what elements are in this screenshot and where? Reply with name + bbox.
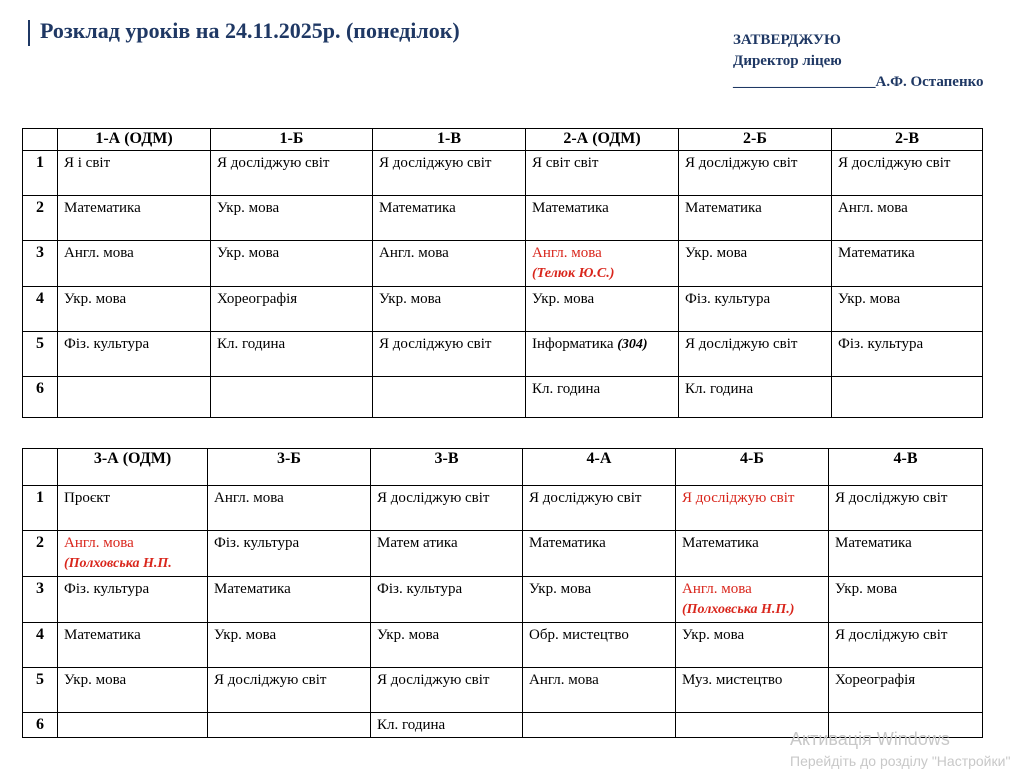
subject-name: Я досліджую світ bbox=[217, 155, 330, 171]
watermark-line2: Перейдіть до розділу "Настройки" bbox=[790, 753, 1011, 769]
subject-name: Математика bbox=[682, 535, 759, 551]
subject-name: Я досліджую світ bbox=[379, 336, 492, 352]
lesson-cell bbox=[58, 377, 211, 418]
lesson-cell bbox=[679, 151, 832, 196]
room-number: (304) bbox=[617, 337, 648, 352]
subject-name: Фіз. культура bbox=[377, 581, 463, 597]
lesson-cell bbox=[373, 287, 526, 332]
lesson-cell bbox=[526, 287, 679, 332]
lesson-cell bbox=[676, 668, 829, 713]
lesson-cell bbox=[523, 531, 676, 577]
subject-name: Хореографія bbox=[835, 672, 916, 688]
lesson-cell bbox=[208, 713, 371, 738]
windows-activation-watermark bbox=[790, 728, 1010, 772]
lesson-cell bbox=[523, 668, 676, 713]
subject-name: Обр. мистецтво bbox=[529, 627, 629, 643]
lesson-cell bbox=[58, 241, 211, 287]
lesson-cell bbox=[523, 577, 676, 623]
approve-label: ЗАТВЕРДЖУЮ bbox=[733, 32, 841, 48]
lesson-cell bbox=[526, 151, 679, 196]
subject-name: Я досліджую світ bbox=[379, 155, 492, 171]
lesson-cell bbox=[58, 531, 208, 577]
lesson-cell bbox=[208, 486, 371, 531]
lesson-cell bbox=[676, 623, 829, 668]
lesson-cell bbox=[523, 713, 676, 738]
lesson-cell bbox=[676, 577, 829, 623]
subject-name: Математика bbox=[529, 535, 606, 551]
lesson-cell bbox=[526, 196, 679, 241]
subject-name: Укр. мова bbox=[64, 672, 127, 688]
approve-role: Директор ліцею bbox=[733, 53, 842, 69]
lesson-cell bbox=[58, 623, 208, 668]
lesson-row bbox=[23, 332, 983, 377]
subject-name: Я досліджую світ bbox=[685, 336, 798, 352]
subject-name: Я досліджую світ bbox=[835, 490, 948, 506]
lesson-cell bbox=[371, 668, 523, 713]
subject-name: Математика bbox=[835, 535, 912, 551]
lesson-cell bbox=[208, 531, 371, 577]
subject-name: Математика bbox=[379, 200, 456, 216]
subject-name: Проєкт bbox=[64, 490, 110, 506]
subject-name: Фіз. культура bbox=[685, 291, 771, 307]
subject-name: Я світ світ bbox=[532, 155, 599, 171]
lesson-cell bbox=[832, 196, 983, 241]
lesson-cell bbox=[832, 151, 983, 196]
lesson-cell bbox=[679, 377, 832, 418]
subject-name: Англ. мова bbox=[64, 535, 134, 551]
subject-name: Укр. мова bbox=[532, 291, 595, 307]
lesson-cell bbox=[829, 577, 983, 623]
corner-cell bbox=[23, 449, 58, 486]
lesson-cell bbox=[58, 668, 208, 713]
subject-name: Математика bbox=[64, 200, 141, 216]
subject-name: Фіз. культура bbox=[838, 336, 924, 352]
class-column-header: 1-В bbox=[373, 129, 526, 151]
lesson-cell bbox=[829, 486, 983, 531]
lesson-number: 1 bbox=[23, 151, 58, 196]
lesson-number: 4 bbox=[23, 623, 58, 668]
subject-name: Математика bbox=[685, 200, 762, 216]
subject-name: Я досліджую світ bbox=[377, 490, 490, 506]
lesson-row bbox=[23, 241, 983, 287]
lesson-cell bbox=[208, 577, 371, 623]
subject-name: Хореографія bbox=[217, 291, 298, 307]
subject-name: Фіз. культура bbox=[64, 336, 150, 352]
lesson-cell bbox=[526, 377, 679, 418]
subject-name: Фіз. культура bbox=[64, 581, 150, 597]
lesson-number: 4 bbox=[23, 287, 58, 332]
lesson-cell bbox=[679, 196, 832, 241]
watermark-line1: Активація Windows bbox=[790, 729, 950, 749]
subject-name: Англ. мова bbox=[529, 672, 599, 688]
class-column-header: 4-В bbox=[829, 449, 983, 486]
subject-name: Я досліджую світ bbox=[214, 672, 327, 688]
lesson-cell bbox=[58, 486, 208, 531]
lesson-cell bbox=[679, 287, 832, 332]
teacher-name: (Полховська Н.П.) bbox=[682, 602, 795, 617]
lesson-cell bbox=[679, 241, 832, 287]
lesson-cell bbox=[371, 713, 523, 738]
subject-name: Я досліджую світ bbox=[377, 672, 490, 688]
teacher-name: (Телюк Ю.С.) bbox=[532, 266, 615, 281]
subject-name: Математика bbox=[214, 581, 291, 597]
lesson-cell bbox=[208, 668, 371, 713]
lesson-row bbox=[23, 577, 983, 623]
approval-block bbox=[733, 30, 984, 93]
lesson-cell bbox=[58, 196, 211, 241]
class-column-header: 1-Б bbox=[211, 129, 373, 151]
lesson-cell bbox=[211, 151, 373, 196]
subject-name: Муз. мистецтво bbox=[682, 672, 783, 688]
subject-name: Укр. мова bbox=[377, 627, 440, 643]
lesson-cell bbox=[58, 332, 211, 377]
lesson-cell bbox=[373, 196, 526, 241]
lesson-row bbox=[23, 151, 983, 196]
schedule-table-grades-1-2 bbox=[22, 128, 983, 418]
lesson-cell bbox=[373, 332, 526, 377]
subject-name: Англ. мова bbox=[532, 245, 602, 261]
subject-name: Я досліджую світ bbox=[838, 155, 951, 171]
subject-name: Англ. мова bbox=[838, 200, 908, 216]
lesson-cell bbox=[526, 241, 679, 287]
subject-name: Математика bbox=[532, 200, 609, 216]
subject-name: Я досліджую світ bbox=[529, 490, 642, 506]
subject-name: Укр. мова bbox=[64, 291, 127, 307]
lesson-number: 3 bbox=[23, 577, 58, 623]
lesson-cell bbox=[832, 241, 983, 287]
teacher-name: (Полховська Н.П. bbox=[64, 556, 172, 571]
lesson-row bbox=[23, 287, 983, 332]
class-column-header: 2-В bbox=[832, 129, 983, 151]
header-row bbox=[23, 129, 983, 151]
class-column-header: 3-Б bbox=[208, 449, 371, 486]
subject-name: Укр. мова bbox=[217, 200, 280, 216]
subject-name: Укр. мова bbox=[835, 581, 898, 597]
lesson-cell bbox=[676, 531, 829, 577]
subject-name: Укр. мова bbox=[838, 291, 901, 307]
lesson-cell bbox=[58, 151, 211, 196]
class-column-header: 1-А (ОДМ) bbox=[58, 129, 211, 151]
class-column-header: 4-А bbox=[523, 449, 676, 486]
lesson-number: 2 bbox=[23, 531, 58, 577]
lesson-number: 5 bbox=[23, 668, 58, 713]
class-column-header: 2-А (ОДМ) bbox=[526, 129, 679, 151]
lesson-row bbox=[23, 623, 983, 668]
schedule-table-grades-3-4 bbox=[22, 448, 983, 738]
lesson-cell bbox=[371, 577, 523, 623]
approve-signature: ___________________А.Ф. Остапенко bbox=[733, 74, 984, 90]
subject-name: Кл. година bbox=[377, 717, 446, 733]
subject-name: Матем атика bbox=[377, 535, 458, 551]
lesson-cell bbox=[829, 623, 983, 668]
class-column-header: 4-Б bbox=[676, 449, 829, 486]
subject-name: Математика bbox=[64, 627, 141, 643]
lesson-row bbox=[23, 531, 983, 577]
lesson-cell bbox=[832, 287, 983, 332]
lesson-cell bbox=[523, 623, 676, 668]
lesson-cell bbox=[676, 486, 829, 531]
page-title: Розклад уроків на 24.11.2025р. (понеділок) bbox=[40, 18, 460, 43]
lesson-number: 1 bbox=[23, 486, 58, 531]
lesson-cell bbox=[211, 332, 373, 377]
lesson-cell bbox=[211, 196, 373, 241]
class-column-header: 2-Б bbox=[679, 129, 832, 151]
header-row bbox=[23, 449, 983, 486]
subject-name: Кл. година bbox=[685, 381, 754, 397]
lesson-number: 5 bbox=[23, 332, 58, 377]
subject-name: Я досліджую світ bbox=[835, 627, 948, 643]
subject-name: Укр. мова bbox=[379, 291, 442, 307]
subject-name: Я досліджую світ bbox=[685, 155, 798, 171]
corner-cell bbox=[23, 129, 58, 151]
lesson-cell bbox=[58, 577, 208, 623]
lesson-cell bbox=[208, 623, 371, 668]
lesson-cell bbox=[679, 332, 832, 377]
lesson-row bbox=[23, 196, 983, 241]
lesson-number: 6 bbox=[23, 713, 58, 738]
lesson-cell bbox=[211, 377, 373, 418]
lesson-number: 6 bbox=[23, 377, 58, 418]
lesson-number: 3 bbox=[23, 241, 58, 287]
lesson-cell bbox=[373, 377, 526, 418]
lesson-cell bbox=[58, 713, 208, 738]
class-column-header: 3-А (ОДМ) bbox=[58, 449, 208, 486]
lesson-row bbox=[23, 377, 983, 418]
lesson-cell bbox=[523, 486, 676, 531]
lesson-cell bbox=[58, 287, 211, 332]
lesson-cell bbox=[371, 531, 523, 577]
lesson-number: 2 bbox=[23, 196, 58, 241]
subject-name: Я і світ bbox=[64, 155, 111, 171]
lesson-cell bbox=[371, 623, 523, 668]
subject-name: Англ. мова bbox=[682, 581, 752, 597]
subject-name: Кл. година bbox=[217, 336, 286, 352]
subject-name: Укр. мова bbox=[214, 627, 277, 643]
subject-name: Інформатика bbox=[532, 336, 614, 352]
lesson-cell bbox=[373, 151, 526, 196]
subject-name: Укр. мова bbox=[529, 581, 592, 597]
subject-name: Я досліджую світ bbox=[682, 490, 795, 506]
lesson-cell bbox=[829, 531, 983, 577]
lesson-cell bbox=[526, 332, 679, 377]
lesson-cell bbox=[832, 377, 983, 418]
subject-name: Англ. мова bbox=[214, 490, 284, 506]
lesson-cell bbox=[832, 332, 983, 377]
subject-name: Укр. мова bbox=[217, 245, 280, 261]
title-accent-bar bbox=[28, 20, 30, 46]
lesson-cell bbox=[371, 486, 523, 531]
subject-name: Укр. мова bbox=[685, 245, 748, 261]
lesson-row bbox=[23, 668, 983, 713]
subject-name: Англ. мова bbox=[64, 245, 134, 261]
lesson-cell bbox=[829, 668, 983, 713]
subject-name: Фіз. культура bbox=[214, 535, 300, 551]
subject-name: Кл. година bbox=[532, 381, 601, 397]
lesson-cell bbox=[211, 287, 373, 332]
subject-name: Англ. мова bbox=[379, 245, 449, 261]
class-column-header: 3-В bbox=[371, 449, 523, 486]
lesson-cell bbox=[373, 241, 526, 287]
lesson-cell bbox=[211, 241, 373, 287]
subject-name: Математика bbox=[838, 245, 915, 261]
lesson-row bbox=[23, 486, 983, 531]
subject-name: Укр. мова bbox=[682, 627, 745, 643]
